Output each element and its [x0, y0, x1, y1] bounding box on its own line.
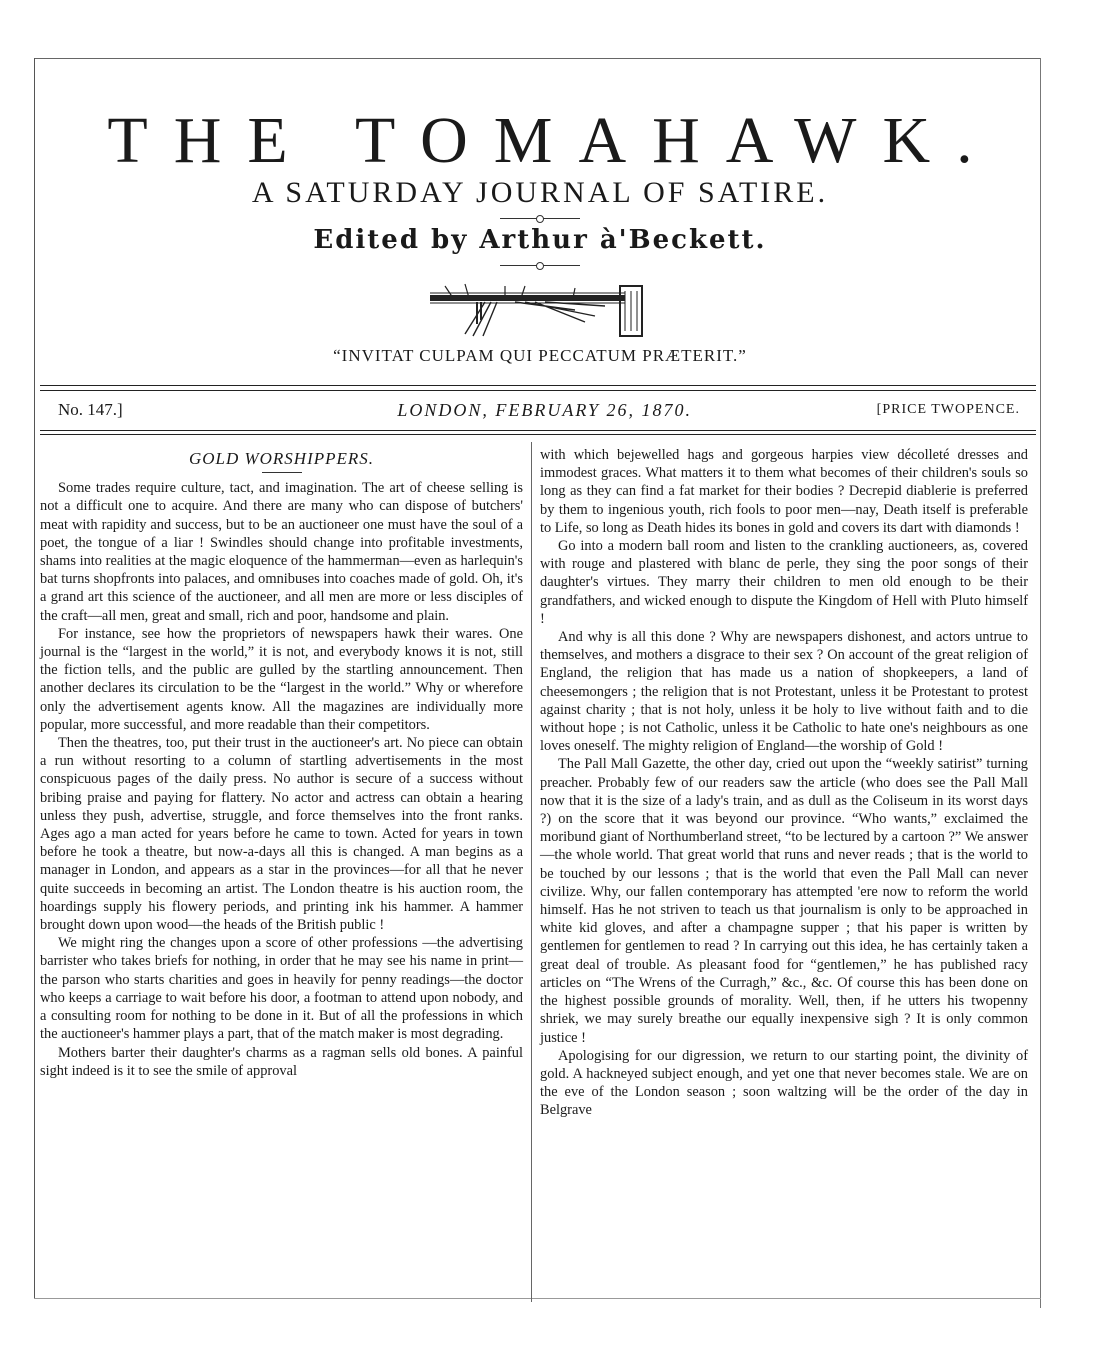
issue-number: No. 147.]	[58, 400, 123, 419]
article-paragraph: Go into a modern ball room and listen to the crankling auctioneers, as, covered with rouge and plastered with blanc de perle, they sing the poor songs of their daughter's virtues. They marry their children to men old enough to be their grandfathers, and wicked enough to dispute the Kingdom of Hell with Pluto himself !	[540, 538, 1028, 627]
article-paragraph: Mothers barter their daughter's charms as a ragman sells old bones. A painful sight indeed is it to see the smile of approval	[40, 1044, 523, 1079]
issue-place-date: LONDON, FEBRUARY 26, 1870.	[397, 399, 693, 420]
article-paragraph: And why is all this done ? Why are newspapers dishonest, and actors untrue to themselves, and mothers a disgrace to their sex ? On account of the great religion of England, the religion that has made us a nation of shopkeepers, a land of cheesemongers ; the religion that is not Protestant, unless it be Protestant to protest against charity ; that is not holy, unless it be holy to live without faith and to die without hope ; is not Catholic, unless it be Catholic to hate one's neighbours as one loves oneself. The mighty religion of England—the worship of Gold !	[540, 629, 1028, 755]
page-frame-right	[1040, 58, 1041, 1308]
tomahawk-icon	[425, 276, 655, 340]
article-paragraph: We might ring the changes upon a score of other professions —the advertising barrister who takes briefs for nothing, in order that he may see his name in print—the parson who starts charities and goes in heavily for penny readings—the doctor who keeps a carriage to wait before his door, a footman to attend upon nobody, and a consulting room for nothing to be done in it. But of all the professions in which the auctioneer's hammer plays a part, that of the match maker is most degrading.	[40, 935, 523, 1043]
article-paragraph: Then the theatres, too, put their trust in the auctioneer's art. No piece can obtain a run without resorting to a column of startling advertisements in the most conspicuous pages of the daily press. No author is secure of a success without bribing praise and paying for flattery. No actor and actress can obtain a hearing unless they push, advertise, struggle, and force themselves into the front ranks. Ages ago a man acted for years before he came to town. Acted for years in town before he took a theatre, but now-a-days all this is changed. A man begins as a manager in London, and appears as a star in the provinces—for all that he never quite succeeds in becoming an artist. The London theatre is his auction room, the hoardings supply his flowery periods, and printing ink his hammer. A hammer brought down upon wood—the heads of the British public !	[40, 735, 523, 934]
article-paragraph: For instance, see how the proprietors of newspapers hawk their wares. One journal is the “largest in the world,” it is not, and everybody knows it is not, still the fiction tells, and the public are gulled by the startling announcement. Then another declares its circulation to be the “largest in the world.” Why or wherefore only the advertisement agents know. All the magazines are individually more popular, more successful, and more readable than their competitors.	[40, 625, 523, 733]
article-paragraph: Some trades require culture, tact, and imagination. The art of cheese selling is not a difficult one to acquire. And there are many who can dispose of butchers' meat with rapidity and success, but to be an auctioneer one must have the soul of a poet, the tongue of a liar ! Swindles should change into profitable investments, shams into realities at the magic eloquence of the hammerman—even as harlequin's bat turns shopfronts into palaces, and omnibuses into coaches made of gold. Oh, it's a grand art this science of the auctioneer, and all men are more or less disciples of the craft—all men, great and small, rich and poor, handsome and plain.	[40, 480, 523, 624]
article-paragraph: with which bejewelled hags and gorgeous harpies view décolleté dresses and immodest graces. What matters it to them what becomes of their children's souls so long as they can find a fat market for their bodies ? Decrepid diablerie is preferred by them to ingenious youth, rich fools to poor men—nay, Death itself is preferable to Life, so long as Death hides its bones in gold and covers its dart with diamonds !	[540, 447, 1028, 536]
article-column-left	[40, 446, 523, 1080]
page-frame-left	[34, 58, 35, 1298]
issue-price: [PRICE TWOPENCE.	[876, 402, 1020, 417]
article-column-right	[540, 446, 1028, 1120]
newspaper-subtitle: A SATURDAY JOURNAL OF SATIRE.	[251, 176, 829, 209]
column-divider	[531, 442, 532, 1302]
issue-rule	[40, 434, 1036, 435]
motto: “INVITAT CULPAM QUI PECCATUM PRÆTERIT.”	[333, 346, 747, 365]
article-title: GOLD WORSHIPPERS.	[188, 449, 375, 468]
page-frame-bottom	[34, 1298, 1041, 1299]
article-paragraph: The Pall Mall Gazette, the other day, cried out upon the “weekly satirist” turning preacher. Probably few of our readers saw the article (who does see the Pall Mall now that it is the size of a lady's train, and as dull as the Coliseum in its worst days ?) on the score that it was beyond our province. “Who wants,” exclaimed the moribund giant of Northumberland street, “to be lectured by a cartoon ?” We answer—the whole world. That great world that runs and never reads ; that is the world to be touched by our lessons ; that is the world that even the Pall Mall can never civilize. Why, our fallen contemporary has attempted 'ere now to reform the world himself. Has he not striven to teach us that journalism is only to be approached in white kid gloves, and after a champagne supper ; that his paper is written by gentlemen for gentlemen to read ? In carrying out this idea, he has certainly taken a great deal of trouble. As pleasant food for “gentlemen,” he has published racy articles on “The Wrens of the Curragh,” &c., &c. Of course this has been done on the highest possible grounds of morality. Well, then, if he utters his twopenny shriek, we may surely breathe our equally inexpensive sigh ? It is only common justice !	[540, 756, 1028, 1046]
issue-rule	[40, 430, 1036, 431]
ornament-rule	[500, 218, 580, 219]
editor-line: Edited by Arthur à'Beckett.	[313, 225, 767, 255]
header-rule	[40, 390, 1036, 391]
ornament-rule	[500, 265, 580, 266]
page-frame-top	[34, 58, 1041, 59]
title-rule	[262, 472, 302, 473]
masthead	[40, 104, 1040, 366]
newspaper-title: THE TOMAHAWK.	[107, 104, 999, 177]
article-paragraph: Apologising for our digression, we return to our starting point, the divinity of gold. A hackneyed subject enough, and yet one that never becomes stale. We are on the eve of the London season ; soon waltzing will be the order of the day in Belgrave	[540, 1047, 1028, 1119]
issue-bar	[58, 398, 1020, 422]
header-rule	[40, 385, 1036, 386]
